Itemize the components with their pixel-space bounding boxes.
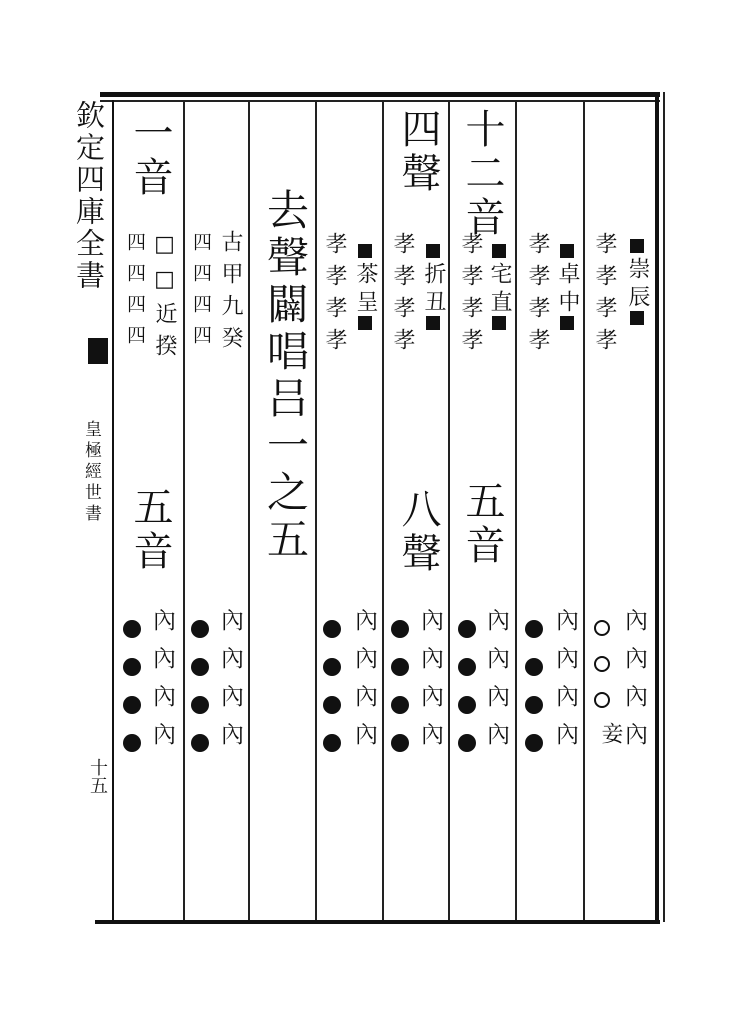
frame-left-border (112, 100, 114, 922)
column-1-qie: 妾 (598, 722, 623, 744)
blank-square-icon (630, 239, 644, 253)
word-chong: 崇 (625, 257, 650, 279)
filled-circle-icon (191, 696, 209, 714)
blank-square-icon (426, 316, 440, 330)
filled-circle-icon (191, 734, 209, 752)
filled-circle-icon (323, 696, 341, 714)
filled-circle-icon (191, 658, 209, 676)
column-3-nei: 內內內內 (483, 608, 509, 760)
filled-circle-icon (123, 620, 141, 638)
filled-circle-icon (458, 734, 476, 752)
heading-ba-sheng: 八聲 (395, 488, 441, 576)
column-7-dots (188, 610, 212, 762)
word-zhai: 宅 (487, 262, 512, 284)
filled-circle-icon (458, 620, 476, 638)
page-number: 十五 (87, 758, 108, 794)
column-divider (183, 100, 185, 920)
word-cha: 茶 (353, 262, 378, 284)
column-1-circles (590, 610, 614, 718)
word-chen: 辰 (625, 285, 650, 307)
column-divider (248, 100, 250, 920)
heading-wu-yin-left: 五音 (127, 486, 173, 574)
blank-square-icon (560, 244, 574, 258)
frame-right-outer-border (663, 92, 665, 922)
margin-book-title: 皇極經世書 (81, 420, 101, 525)
filled-circle-icon (323, 620, 341, 638)
column-7-si: 四四四四 (190, 232, 212, 356)
filled-circle-icon (525, 620, 543, 638)
filled-circle-icon (191, 620, 209, 638)
column-divider (583, 100, 585, 920)
blank-square-icon (630, 311, 644, 325)
column-3-xiao: 孝孝孝孝 (458, 232, 483, 360)
word-zhi: 直 (487, 290, 512, 312)
filled-circle-icon (391, 620, 409, 638)
filled-circle-icon (458, 658, 476, 676)
open-circle-icon (594, 656, 610, 672)
filled-circle-icon (391, 696, 409, 714)
main-title: 去聲闢唱吕一之五 (261, 188, 310, 564)
filled-circle-icon (391, 734, 409, 752)
word-zhong: 中 (555, 290, 580, 312)
column-divider (315, 100, 317, 920)
frame-right-border (655, 92, 659, 922)
open-circle-icon (594, 620, 610, 636)
column-5-words (353, 240, 378, 334)
heading-si-sheng: 四聲 (395, 108, 441, 196)
column-4-nei: 內內內內 (417, 608, 443, 760)
column-8-dots (120, 610, 144, 762)
open-circle-icon (594, 692, 610, 708)
column-1-nei: 內內內內 (621, 608, 647, 760)
margin-title: 欽定四庫全書 (72, 100, 106, 292)
column-8-words: □□近揆 (152, 232, 177, 366)
column-divider (515, 100, 517, 920)
column-5-nei: 內內內內 (351, 608, 377, 760)
column-1-words (625, 235, 650, 329)
column-5-dots (320, 610, 344, 762)
column-5-xiao: 孝孝孝孝 (322, 232, 347, 360)
heading-shier-yin: 十二音 (459, 108, 505, 240)
column-divider (448, 100, 450, 920)
word-zhe: 折 (421, 262, 446, 284)
column-divider (382, 100, 384, 920)
filled-circle-icon (525, 734, 543, 752)
filled-circle-icon (123, 734, 141, 752)
filled-circle-icon (123, 658, 141, 676)
word-chou: 丑 (421, 290, 446, 312)
margin-fishtail-mark (88, 338, 108, 364)
word-zhuo: 卓 (555, 262, 580, 284)
column-7-nei: 內內內內 (217, 608, 243, 760)
column-1-xiao: 孝孝孝孝 (592, 232, 617, 360)
filled-circle-icon (525, 658, 543, 676)
column-8-si: 四四四四 (124, 232, 146, 356)
filled-circle-icon (323, 658, 341, 676)
blank-square-icon (358, 316, 372, 330)
blank-square-icon (426, 244, 440, 258)
column-2-xiao: 孝孝孝孝 (525, 232, 550, 360)
column-2-words (555, 240, 580, 334)
filled-circle-icon (391, 658, 409, 676)
column-3-dots (455, 610, 479, 762)
frame-top-border (100, 92, 660, 97)
column-4-dots (388, 610, 412, 762)
column-4-words (421, 240, 446, 334)
frame-bottom-border (95, 920, 660, 924)
blank-square-icon (358, 244, 372, 258)
filled-circle-icon (323, 734, 341, 752)
column-2-dots (522, 610, 546, 762)
filled-circle-icon (123, 696, 141, 714)
filled-circle-icon (525, 696, 543, 714)
blank-square-icon (492, 244, 506, 258)
blank-square-icon (492, 316, 506, 330)
word-cheng: 呈 (353, 290, 378, 312)
blank-square-icon (560, 316, 574, 330)
column-8-nei: 內內內內 (149, 608, 175, 760)
heading-yi-yin: 一音 (127, 112, 173, 200)
column-2-nei: 內內內內 (552, 608, 578, 760)
heading-wu-yin: 五音 (459, 480, 505, 568)
column-3-words (487, 240, 512, 334)
column-7-words: 古甲九癸 (218, 230, 243, 358)
filled-circle-icon (458, 696, 476, 714)
column-4-xiao: 孝孝孝孝 (390, 232, 415, 360)
